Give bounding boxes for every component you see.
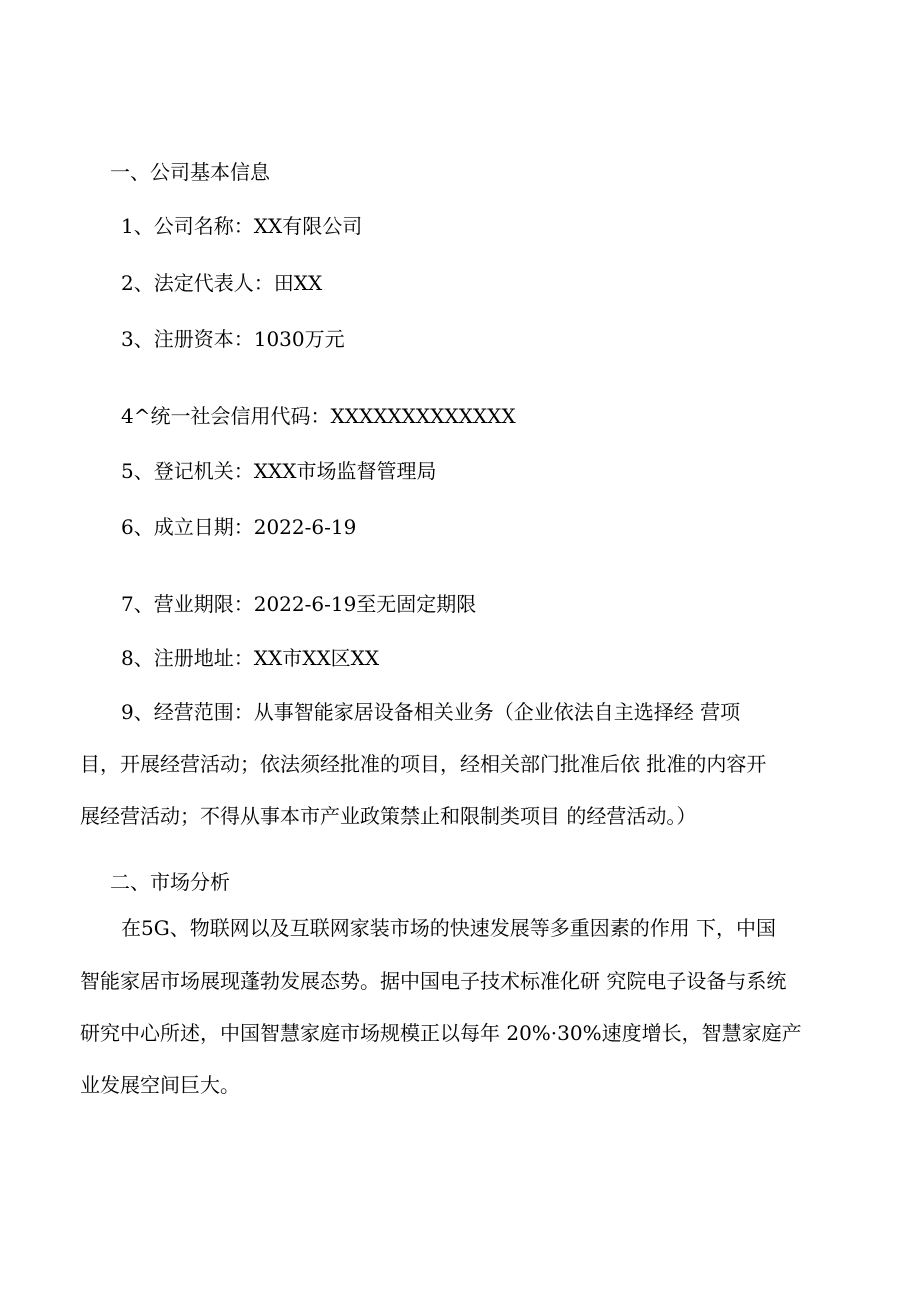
item-business-scope-line-1: 9、经营范围：从事智能家居设备相关业务（企业依法自主选择经 营项 bbox=[121, 700, 741, 724]
item-legal-representative: 2、法定代表人：田XX bbox=[121, 271, 323, 295]
item-registered-address: 8、注册地址：XX市XX区XX bbox=[121, 646, 380, 670]
section-heading-company-info: 一、公司基本信息 bbox=[110, 160, 270, 184]
market-paragraph-line-3: 研究中心所述，中国智慧家庭市场规模正以每年 20%·30%速度增长，智慧家庭产 bbox=[80, 1021, 802, 1045]
item-registration-authority: 5、登记机关：XXX市场监督管理局 bbox=[121, 459, 437, 483]
item-establishment-date: 6、成立日期：2022-6-19 bbox=[121, 515, 357, 539]
market-paragraph-line-2: 智能家居市场展现蓬勃发展态势。据中国电子技术标准化研 究院电子设备与系统 bbox=[80, 969, 787, 993]
item-business-scope-line-3: 展经营活动；不得从事本市产业政策禁止和限制类项目 的经营活动。） bbox=[80, 804, 697, 828]
section-heading-market-analysis: 二、市场分析 bbox=[110, 870, 230, 894]
item-registered-capital: 3、注册资本：1030万元 bbox=[121, 327, 345, 351]
item-business-scope-line-2: 目，开展经营活动；依法须经批准的项目，经相关部门批准后依 批准的内容开 bbox=[80, 752, 767, 776]
item-credit-code: 4^统一社会信用代码：XXXXXXXXXXXXX bbox=[121, 404, 516, 428]
item-company-name: 1、公司名称：XX有限公司 bbox=[121, 214, 363, 238]
item-business-term: 7、营业期限：2022-6-19至无固定期限 bbox=[121, 592, 477, 616]
market-paragraph-line-1: 在5G、物联网以及互联网家装市场的快速发展等多重因素的作用 下，中国 bbox=[121, 916, 777, 940]
market-paragraph-line-4: 业发展空间巨大。 bbox=[80, 1073, 240, 1097]
